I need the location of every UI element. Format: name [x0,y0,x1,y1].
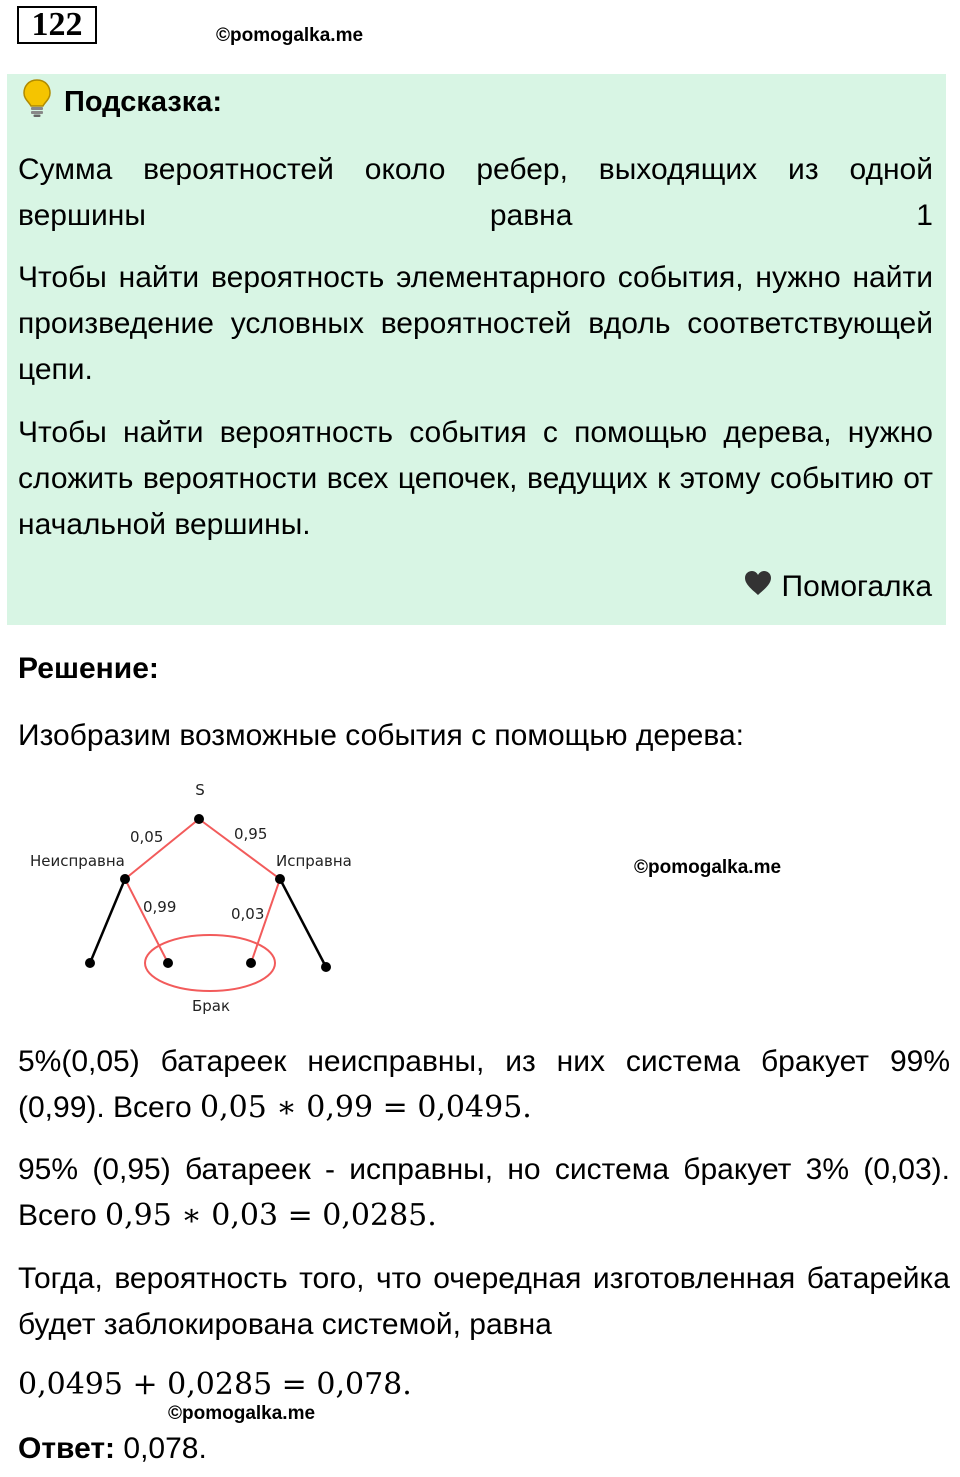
math-expression-1: 0,05 ∗ 0,99 = 0,0495. [200,1090,532,1125]
hint-signature [744,566,933,608]
hint-paragraph-2: Чтобы найти вероятность элементарного события, нужно найти произведение условных вероятностей вдоль соответствующей цепи. [18,261,933,386]
tree-left-node-label: Неисправна [30,852,125,870]
tree-edge-label-right: 0,95 [234,825,268,843]
tree-leaf-1 [85,958,95,968]
tree-root-label: S [195,781,205,799]
final-math: 0,0495 + 0,0285 = 0,078. [18,1367,412,1402]
tree-right-node-label: Исправна [276,852,352,870]
signature-text: Помогалка [781,570,932,603]
heart-icon [744,570,772,604]
answer-line [18,1432,207,1466]
tree-node-left [120,874,130,884]
tree-edge-label-left: 0,05 [130,828,164,846]
watermark-top: ©pomogalka.me [216,25,364,46]
tree-edge-right-ok [280,879,326,967]
tree-node-root [194,814,204,824]
watermark-bottom: ©pomogalka.me [168,1403,316,1424]
solution-paragraph-3: Тогда, вероятность того, что очередная изготовленная батарейка будет заблокирована системой, равна [18,1262,950,1341]
tree-edge-left-defect [125,879,168,963]
tree-defect-label: Брак [191,997,231,1015]
tree-edge-label-left-defect: 0,99 [143,898,177,916]
tree-leaf-4 [321,962,331,972]
solution-intro: Изобразим возможные события с помощью дерева: [18,719,744,752]
math-expression-2: 0,95 ∗ 0,03 = 0,0285. [105,1198,437,1233]
hint-paragraph-3: Чтобы найти вероятность события с помощью дерева, нужно сложить вероятности всех цепочек, ведущих к этому событию от начальной вершины. [18,416,933,541]
answer-label: Ответ: [18,1432,116,1465]
probability-tree [20,770,380,1020]
tree-leaf-3 [246,958,256,968]
hint-paragraph-1: Сумма вероятностей около ребер, выходящих из одной вершины равна 1 [18,153,933,232]
answer-value: 0,078. [115,1432,207,1465]
watermark-middle: ©pomogalka.me [634,857,782,878]
tree-leaf-2 [163,958,173,968]
task-number: 122 [17,6,97,44]
solution-paragraph-2: 95% (0,95) батареек - исправны, но система бракует 3% (0,03). Всего 0,95 ∗ 0,03 = 0,0285. [18,1153,950,1233]
solution-title: Решение: [18,652,159,685]
solution-paragraph-1: 5%(0,05) батареек неисправны, из них система бракует 99% (0,99). Всего 0,05 ∗ 0,99 = 0,0495. [18,1045,950,1125]
tree-edge-label-right-defect: 0,03 [231,905,265,923]
tree-edge-left-ok [90,879,125,963]
lightbulb-icon [22,78,52,126]
hint-title: Подсказка: [64,85,223,118]
tree-node-right [275,874,285,884]
hint-header [22,82,222,122]
